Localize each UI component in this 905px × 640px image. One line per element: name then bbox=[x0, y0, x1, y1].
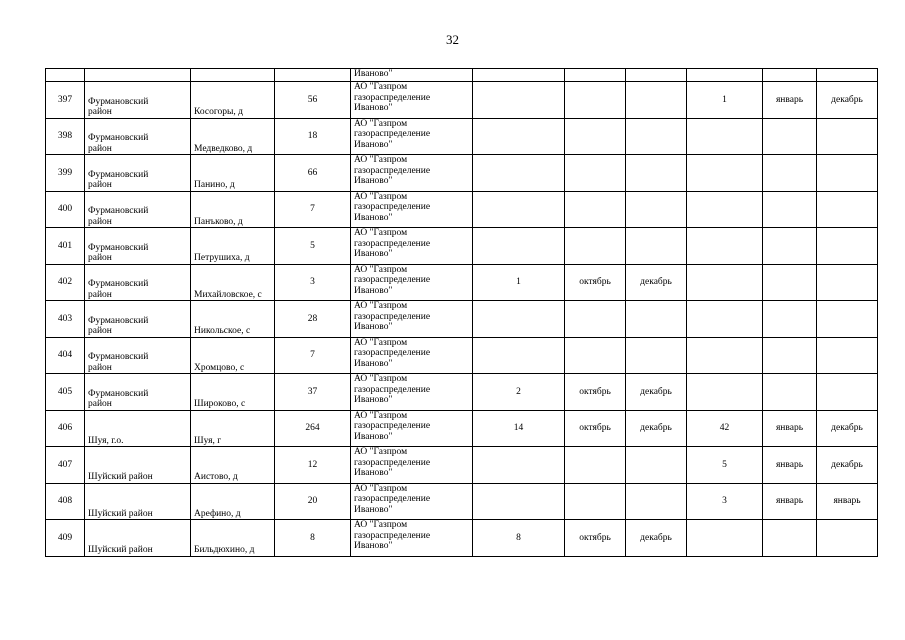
cell-row-number: 406 bbox=[46, 410, 85, 447]
district-line: Фурмановский bbox=[88, 279, 149, 289]
organization-line: Иваново" bbox=[354, 358, 393, 369]
cell-q1-end-month bbox=[626, 82, 687, 119]
cell-empty bbox=[191, 69, 275, 82]
cell-organization bbox=[351, 447, 473, 484]
gasification-table bbox=[45, 68, 878, 557]
organization-line: газораспределение bbox=[354, 348, 431, 358]
district-line: Шуя, г.о. bbox=[88, 435, 124, 446]
cell-district bbox=[85, 228, 191, 265]
cell-organization bbox=[351, 337, 473, 374]
cell-q1-end-month bbox=[626, 337, 687, 374]
cell-q1-start-month bbox=[565, 228, 626, 265]
cell-district bbox=[85, 191, 191, 228]
cell-organization bbox=[351, 118, 473, 155]
district-line: Фурмановский bbox=[88, 96, 149, 107]
cell-district bbox=[85, 82, 191, 119]
cell-q1-count: 14 bbox=[473, 410, 565, 447]
cell-count: 7 bbox=[275, 191, 351, 228]
cell-q2-start-month bbox=[763, 228, 817, 265]
cell-locality: Панино, д bbox=[191, 155, 275, 192]
district-line: Фурмановский bbox=[88, 206, 149, 216]
cell-q1-end-month bbox=[626, 447, 687, 484]
organization-line: АО "Газпром bbox=[354, 118, 408, 129]
district-line: район bbox=[88, 289, 112, 300]
cell-q2-count bbox=[687, 155, 763, 192]
cell-count: 28 bbox=[275, 301, 351, 338]
cell-q2-end-month: декабрь bbox=[817, 447, 878, 484]
table-row bbox=[46, 228, 878, 265]
table-row bbox=[46, 337, 878, 374]
cell-q1-start-month bbox=[565, 337, 626, 374]
district-line: Фурмановский bbox=[88, 169, 149, 180]
organization-line: АО "Газпром bbox=[354, 520, 408, 530]
organization-line: АО "Газпром bbox=[354, 301, 408, 311]
organization-line: Иваново" bbox=[354, 431, 393, 442]
cell-q2-end-month: январь bbox=[817, 483, 878, 520]
cell-q1-start-month bbox=[565, 155, 626, 192]
cell-district bbox=[85, 155, 191, 192]
organization-line: газораспределение bbox=[354, 129, 431, 139]
organization-line: газораспределение bbox=[354, 92, 431, 103]
cell-organization bbox=[351, 228, 473, 265]
district-line: район bbox=[88, 143, 112, 154]
organization-line: Иваново" bbox=[354, 541, 393, 551]
cell-locality: Бильдюхино, д bbox=[191, 520, 275, 557]
cell-row-number: 400 bbox=[46, 191, 85, 228]
cell-district bbox=[85, 410, 191, 447]
cell-count: 5 bbox=[275, 228, 351, 265]
cell-locality: Петрушиха, д bbox=[191, 228, 275, 265]
organization-line: АО "Газпром bbox=[354, 374, 408, 384]
cell-q1-start-month: октябрь bbox=[565, 410, 626, 447]
cell-count: 264 bbox=[275, 410, 351, 447]
organization-line: АО "Газпром bbox=[354, 483, 408, 494]
district-line: район bbox=[88, 326, 112, 336]
organization-line: АО "Газпром bbox=[354, 264, 408, 275]
cell-q2-count bbox=[687, 301, 763, 338]
cell-q1-count: 1 bbox=[473, 264, 565, 301]
cell-locality: Арефино, д bbox=[191, 483, 275, 520]
cell-q1-count bbox=[473, 118, 565, 155]
organization-line: газораспределение bbox=[354, 384, 431, 395]
cell-q1-start-month: октябрь bbox=[565, 264, 626, 301]
cell-q1-count bbox=[473, 191, 565, 228]
cell-organization: Иваново" bbox=[351, 69, 473, 82]
cell-q2-count: 42 bbox=[687, 410, 763, 447]
organization-line: Иваново" bbox=[354, 395, 393, 405]
organization-line: газораспределение bbox=[354, 421, 431, 431]
cell-q1-end-month: декабрь bbox=[626, 374, 687, 411]
district-line: район bbox=[88, 399, 112, 409]
district-line: Фурмановский bbox=[88, 242, 149, 253]
cell-row-number: 403 bbox=[46, 301, 85, 338]
cell-row-number: 398 bbox=[46, 118, 85, 155]
cell-district bbox=[85, 264, 191, 301]
cell-count: 56 bbox=[275, 82, 351, 119]
cell-locality: Широково, с bbox=[191, 374, 275, 411]
cell-q2-count bbox=[687, 374, 763, 411]
district-line: район bbox=[88, 107, 112, 117]
page-number: 32 bbox=[446, 32, 459, 47]
cell-q1-start-month bbox=[565, 118, 626, 155]
cell-q2-start-month bbox=[763, 191, 817, 228]
cell-q1-end-month bbox=[626, 228, 687, 265]
cell-district bbox=[85, 447, 191, 484]
cell-q2-start-month bbox=[763, 155, 817, 192]
cell-q1-count: 8 bbox=[473, 520, 565, 557]
district-line: Фурмановский bbox=[88, 315, 149, 326]
cell-count: 7 bbox=[275, 337, 351, 374]
cell-q1-count bbox=[473, 447, 565, 484]
cell-q1-end-month bbox=[626, 155, 687, 192]
cell-q1-end-month: декабрь bbox=[626, 520, 687, 557]
district-line: Шуйский район bbox=[88, 472, 153, 482]
cell-q1-count bbox=[473, 301, 565, 338]
cell-q2-start-month bbox=[763, 118, 817, 155]
organization-line: Иваново" bbox=[354, 176, 393, 186]
cell-row-number: 397 bbox=[46, 82, 85, 119]
organization-line: газораспределение bbox=[354, 530, 431, 541]
cell-empty bbox=[817, 69, 878, 82]
organization-line: газораспределение bbox=[354, 202, 431, 212]
cell-q1-count: 2 bbox=[473, 374, 565, 411]
cell-empty bbox=[565, 69, 626, 82]
cell-organization bbox=[351, 191, 473, 228]
cell-q1-count bbox=[473, 228, 565, 265]
cell-organization bbox=[351, 82, 473, 119]
cell-row-number: 401 bbox=[46, 228, 85, 265]
cell-q1-count bbox=[473, 155, 565, 192]
table-row bbox=[46, 264, 878, 301]
cell-locality: Аистово, д bbox=[191, 447, 275, 484]
cell-q2-count bbox=[687, 118, 763, 155]
district-line: район bbox=[88, 362, 112, 373]
cell-district bbox=[85, 520, 191, 557]
cell-row-number: 409 bbox=[46, 520, 85, 557]
district-line: Шуйский район bbox=[88, 508, 153, 519]
cell-row-number: 399 bbox=[46, 155, 85, 192]
cell-count: 12 bbox=[275, 447, 351, 484]
organization-line: АО "Газпром bbox=[354, 191, 408, 202]
cell-organization bbox=[351, 410, 473, 447]
cell-q1-start-month bbox=[565, 447, 626, 484]
cell-district bbox=[85, 483, 191, 520]
table-row bbox=[46, 447, 878, 484]
cell-locality: Михайловское, с bbox=[191, 264, 275, 301]
cell-q2-end-month bbox=[817, 520, 878, 557]
cell-q2-start-month: январь bbox=[763, 447, 817, 484]
cell-q1-start-month bbox=[565, 191, 626, 228]
cell-q2-end-month bbox=[817, 264, 878, 301]
organization-line: газораспределение bbox=[354, 494, 431, 504]
organization-line: Иваново" bbox=[354, 322, 393, 332]
table-row bbox=[46, 118, 878, 155]
cell-row-number: 404 bbox=[46, 337, 85, 374]
cell-q2-count bbox=[687, 337, 763, 374]
cell-count: 37 bbox=[275, 374, 351, 411]
cell-q1-end-month bbox=[626, 191, 687, 228]
table-row bbox=[46, 191, 878, 228]
cell-district bbox=[85, 301, 191, 338]
cell-empty bbox=[473, 69, 565, 82]
cell-q2-count bbox=[687, 228, 763, 265]
organization-line: Иваново" bbox=[354, 504, 393, 515]
cell-count: 66 bbox=[275, 155, 351, 192]
cell-locality: Шуя, г bbox=[191, 410, 275, 447]
cell-district bbox=[85, 337, 191, 374]
cell-organization bbox=[351, 301, 473, 338]
cell-q2-end-month bbox=[817, 301, 878, 338]
table-row bbox=[46, 520, 878, 557]
district-line: Шуйский район bbox=[88, 545, 153, 555]
cell-locality: Панъково, д bbox=[191, 191, 275, 228]
cell-q2-end-month bbox=[817, 228, 878, 265]
cell-q2-start-month bbox=[763, 374, 817, 411]
cell-count: 8 bbox=[275, 520, 351, 557]
cell-q2-end-month bbox=[817, 191, 878, 228]
organization-line: АО "Газпром bbox=[354, 337, 408, 348]
cell-q2-count bbox=[687, 520, 763, 557]
cell-q2-end-month: декабрь bbox=[817, 82, 878, 119]
cell-locality: Косогоры, д bbox=[191, 82, 275, 119]
cell-q1-end-month bbox=[626, 301, 687, 338]
cell-q2-end-month bbox=[817, 155, 878, 192]
cell-organization bbox=[351, 483, 473, 520]
cell-q2-start-month: январь bbox=[763, 483, 817, 520]
table-row bbox=[46, 82, 878, 119]
table-row bbox=[46, 374, 878, 411]
cell-q2-count: 1 bbox=[687, 82, 763, 119]
cell-organization bbox=[351, 520, 473, 557]
cell-district bbox=[85, 118, 191, 155]
district-line: Фурмановский bbox=[88, 388, 149, 399]
table-row-continuation bbox=[46, 69, 878, 82]
cell-q1-end-month bbox=[626, 118, 687, 155]
cell-district bbox=[85, 374, 191, 411]
organization-line: Иваново" bbox=[354, 103, 393, 113]
cell-q2-end-month bbox=[817, 337, 878, 374]
cell-q1-start-month: октябрь bbox=[565, 374, 626, 411]
cell-q1-end-month bbox=[626, 483, 687, 520]
cell-q1-count bbox=[473, 337, 565, 374]
table-row bbox=[46, 155, 878, 192]
cell-q1-start-month bbox=[565, 82, 626, 119]
organization-line: Иваново" bbox=[354, 249, 393, 259]
cell-q2-count bbox=[687, 264, 763, 301]
cell-empty bbox=[275, 69, 351, 82]
cell-empty bbox=[763, 69, 817, 82]
cell-q2-start-month bbox=[763, 520, 817, 557]
cell-q1-end-month: декабрь bbox=[626, 410, 687, 447]
cell-q2-start-month bbox=[763, 264, 817, 301]
organization-line: АО "Газпром bbox=[354, 447, 408, 457]
cell-q2-start-month bbox=[763, 301, 817, 338]
cell-organization bbox=[351, 264, 473, 301]
cell-q2-end-month bbox=[817, 118, 878, 155]
cell-row-number: 407 bbox=[46, 447, 85, 484]
table-row bbox=[46, 301, 878, 338]
organization-line: Иваново" bbox=[354, 139, 393, 150]
cell-q1-start-month: октябрь bbox=[565, 520, 626, 557]
cell-q1-end-month: декабрь bbox=[626, 264, 687, 301]
cell-q1-start-month bbox=[565, 483, 626, 520]
organization-line: Иваново" bbox=[354, 285, 393, 296]
organization-line: Иваново" bbox=[354, 468, 393, 478]
cell-locality: Медведково, д bbox=[191, 118, 275, 155]
organization-line: газораспределение bbox=[354, 275, 431, 285]
cell-q1-start-month bbox=[565, 301, 626, 338]
cell-q1-count bbox=[473, 483, 565, 520]
cell-row-number: 408 bbox=[46, 483, 85, 520]
cell-q2-count: 3 bbox=[687, 483, 763, 520]
cell-empty bbox=[85, 69, 191, 82]
organization-line: Иваново" bbox=[354, 212, 393, 223]
organization-line: АО "Газпром bbox=[354, 82, 408, 92]
organization-line: АО "Газпром bbox=[354, 410, 408, 421]
district-line: Фурмановский bbox=[88, 352, 149, 362]
cell-organization bbox=[351, 155, 473, 192]
cell-row-number: 402 bbox=[46, 264, 85, 301]
table-row bbox=[46, 483, 878, 520]
district-line: район bbox=[88, 180, 112, 190]
cell-count: 3 bbox=[275, 264, 351, 301]
cell-count: 20 bbox=[275, 483, 351, 520]
district-line: район bbox=[88, 216, 112, 227]
cell-empty bbox=[687, 69, 763, 82]
district-line: Фурмановский bbox=[88, 133, 149, 143]
organization-line: АО "Газпром bbox=[354, 155, 408, 165]
cell-q2-end-month: декабрь bbox=[817, 410, 878, 447]
cell-count: 18 bbox=[275, 118, 351, 155]
cell-q2-start-month bbox=[763, 337, 817, 374]
cell-q2-count bbox=[687, 191, 763, 228]
organization-line: газораспределение bbox=[354, 311, 431, 322]
district-line: район bbox=[88, 253, 112, 263]
cell-empty bbox=[626, 69, 687, 82]
cell-q2-count: 5 bbox=[687, 447, 763, 484]
organization-line: газораспределение bbox=[354, 165, 431, 176]
cell-q2-start-month: январь bbox=[763, 410, 817, 447]
cell-q1-count bbox=[473, 82, 565, 119]
cell-locality: Хромцово, с bbox=[191, 337, 275, 374]
cell-q2-end-month bbox=[817, 374, 878, 411]
cell-q2-start-month: январь bbox=[763, 82, 817, 119]
cell-empty bbox=[46, 69, 85, 82]
cell-locality: Никольское, с bbox=[191, 301, 275, 338]
cell-organization bbox=[351, 374, 473, 411]
organization-line: газораспределение bbox=[354, 457, 431, 468]
table-row bbox=[46, 410, 878, 447]
cell-row-number: 405 bbox=[46, 374, 85, 411]
organization-line: газораспределение bbox=[354, 238, 431, 249]
organization-line: АО "Газпром bbox=[354, 228, 408, 238]
